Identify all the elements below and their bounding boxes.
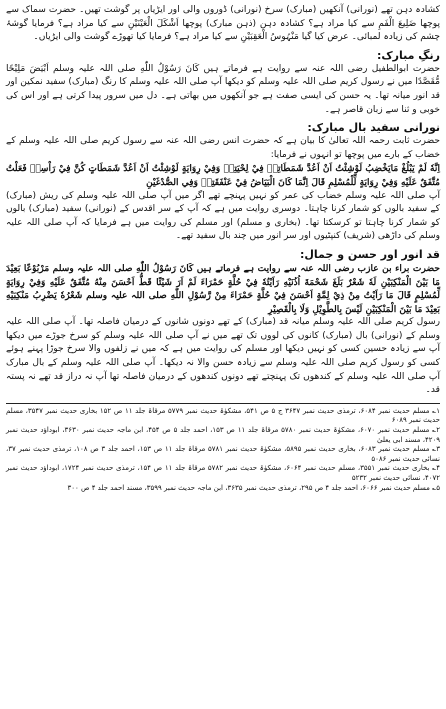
paragraph-complexion: حضرت ابوالطفیل رضی اللہ عنہ سے روایت ہے فرماتے ہیں کَانَ رَسُوْلُ اللّٰهِ صلی اللہ علیہ وسلم اَبْیَضَ مَلِیْحًا مُّقَصَّدًا میں نے رسول کریم صلی اللہ علیہ وسلم کو دیکھا آپ صلی اللہ علیہ وسلم کا رنگ (مبارک) سفید نمکین اور قد انور میانہ تھا۔ یہ حسن کی ایسی صفت ہے جو آنکھوں میں بھاتی ہے۔ دل میں سرور پیدا کرتی ہے اور اس کی خوبی و ثنا سے زبان قاصر ہے۔ (6, 63, 440, 115)
footnote: ۵؎ مسلم حدیث نمبر ۶۰۶۶، احمد جلد ۴ ص ۲۹۵، ترمذی حدیث نمبر ۳۶۳۵، ابن ماجہ حدیث نمبر ۳۵۹۹، مسند احمد جلد ۴ ص ۳۰۰ (67, 483, 440, 492)
paragraph-stature-translation: رسول کریم صلی اللہ علیہ وسلم میانہ قد (مبارک) کے تھے دونوں شانوں کے درمیان فاصلہ تھا۔ آپ صلی اللہ علیہ وسلم کے (نورانی) بال (مبارک) کانوں کی لووں تک تھے میں نے آپ صلی اللہ علیہ وسلم کو سرخ جوڑے میں دیکھا آپ سے زیادہ حسین کسی کو نہیں دیکھا اور مسلم کی روایت میں ہے کہ میں نے زلفوں والا سرخ جوڑا پہنے ہوئے کسی کو رسول کریم صلی اللہ علیہ وسلم سے زیادہ حسن والا نہ دیکھا۔ آپ صلی اللہ علیہ وسلم کے بال مبارک آپ صلی اللہ علیہ وسلم کے کندھوں تک پہنچتے تھے دونوں کندھوں کے درمیان فاصلہ تھا آپ نہ دراز قد تھے نہ پستہ قد۔ (6, 317, 440, 396)
book-page (6, 4, 440, 493)
paragraph-intro: کشادہ دہن تھے (نورانی) آنکھیں (مبارک) سرخ (نورانی) ڈوروں والی اور ایڑیاں پر گوشت تھیں۔ حضرت سماک سے پوچھا ضَلِیعَ الْفَمِ سے کیا مراد ہے؟ کشادہ دہن (ذہن مبارک) پوچھا اَشْکَلَ الْعَیْنَیْنِ سے کیا مراد ہے؟ فرمایا گوشۂ چشم کی زیادہ لمبائی۔ عرض کیا گیا مَنْہُوسُ الْعَقِبَیْنِ سے کیا مراد ہے؟ فرمایا کیا تھوڑے گوشت والی ایڑیاں۔ (6, 5, 440, 43)
footnote: ۱؎ مسلم حدیث نمبر ۶۰۸۴، ترمذی حدیث نمبر ۳۶۴۷ ج ۵ ص ۵۴۱، مشکوٰۃ حدیث نمبر ۵۷۷۹ مرقاۃ جلد ۱۱ ص ۱۵۲ بخاری حدیث نمبر ۳۵۴۷، مسلم حدیث نمبر ۶۰۸۹ (6, 406, 441, 425)
footnote: ۳؎ مسلم حدیث نمبر ۶۰۸۳، بخاری حدیث نمبر ۵۸۹۵، مشکوٰۃ حدیث نمبر ۵۷۸۱ مرقاۃ جلد ۱۱ ص ۱۵۳، احمد جلد ۳ ص ۱۰۸، ترمذی حدیث نمبر ۳۷، نسائی حدیث نمبر ۵۰۸۶ (6, 445, 441, 463)
footnotes (6, 407, 440, 493)
paragraph-white-hair-translation: آپ صلی اللہ علیہ وسلم خضاب کی عمر کو نہیں پہنچے تھے اگر میں آپ صلی اللہ علیہ وسلم کی ریش (مبارک) کے سفید بالوں کو شمار کرنا چاہتا۔ دوسری روایت میں ہے کہ آپ کے سر اقدس کے (نورانی) سفید (مبارک) بالوں کو شمار کرنا چاہتا تو کرسکتا تھا۔ (بخاری و مسلم) اور مسلم کی روایت میں ہے فرمایا کہ آپ صلی اللہ علیہ وسلم کی داڑھی (شریف) کنپٹیوں اور سر انور میں چند بال سفید تھے۔ (6, 190, 440, 242)
heading-complexion: رنگِ مبارک: (377, 48, 440, 62)
footnote: ۴؎ بخاری حدیث نمبر ۳۵۵۱، مسلم حدیث نمبر ۶۰۶۴، مشکوٰۃ حدیث نمبر ۵۷۸۲ مرقاۃ جلد ۱۱ ص ۱۵۴، ترمذی حدیث نمبر ۱۷۲۴، ابوداؤد حدیث نمبر ۴۰۷۲، نسائی حدیث نمبر ۵۲۳۲ (6, 464, 441, 482)
heading-stature-beauty: قد انور اور حسن و جمال: (299, 247, 440, 261)
paragraph-white-hair-question: حضرت ثابت رحمہ اللہ تعالیٰ کا بیان ہے کہ حضرت انس رضی اللہ عنہ سے رسول کریم صلی اللہ علیہ وسلم کے خضاب کے بارے میں پوچھا تو انہوں نے فرمایا: (6, 136, 440, 160)
heading-white-hair: نورانی سفید بال مبارک: (307, 121, 440, 135)
arabic-hadith-hair: اِنَّهٗ لَمْ يَبْلُغْ مَايَخْضِبُ لَوْشِئْتُ اَنْ اَعُدَّ شَمَطَاتِهٖ فِيْ لِحْيَتِهٖ وَفِيْ رِوَايَةٍ لَوْشِئْتُ اَنْ اَعُدَّ شَمَطَاتٍ كُنَّ فِيْ رَاْسِهٖ فَعَلْتُ مُتَّفَقٌ عَلَيْهِ وَفِيْ رِوَايَةٍ لِّلْمُسْلِمِ قَالَ اِنَّمَا كَانَ الْبَيَاضُ فِيْ عَنْفَقَتِهٖ وَفِي الصُّدْغَيْنِ (6, 163, 440, 188)
footnote-divider (6, 403, 440, 404)
arabic-hadith-stature: حضرت براء بن عازب رضی اللہ عنہ سے روایت ہے فرماتے ہیں کَانَ رَسُوْلُ اللّٰهِ صلی اللہ علیہ وسلم مَرْبُوْعًا بَعِيْدَ مَا بَيْنَ الْمَنْكِبَيْنِ لَهٗ شَعْرٌ بَلَغَ شَحْمَةَ اُذُنَيْهِ رَاَيْتُهٗ فِيْ حُلَّةٍ حَمْرَاءَ لَمْ اَرَ شَيْئًا قَطُّ اَحْسَنَ مِنْهُ مُتَّفَقٌ عَلَيْهِ وَفِيْ رِوَايَةٍ لِّمُسْلِمٍ قَالَ مَا رَاَيْتُ مِنْ ذِيْ لِمَّةٍ اَحْسَنَ فِيْ حُلَّةٍ حَمْرَاءَ مِنْ رَّسُوْلِ اللّٰهِ صلی اللہ علیہ وسلم شَعْرُهٗ يَضْرِبُ مَنْكِبَيْهِ بَعِيْدَ مَا بَيْنَ الْمَنْكِبَيْنِ لَيْسَ بِالطَّوِيْلِ وَلَا بِالْقَصِيْرِ (6, 262, 440, 315)
footnote: ۲؎ مسلم حدیث نمبر ۶۰۷۰، مشکوٰۃ حدیث نمبر ۵۷۸۰ مرقاۃ جلد ۱۱ ص ۱۵۳، احمد جلد ۵ ص ۴۵۴، ابن ماجہ حدیث نمبر ۳۶۳۰، ابوداؤد حدیث نمبر ۴۲۰۹، مسند ابی یعلیٰ (6, 426, 441, 444)
